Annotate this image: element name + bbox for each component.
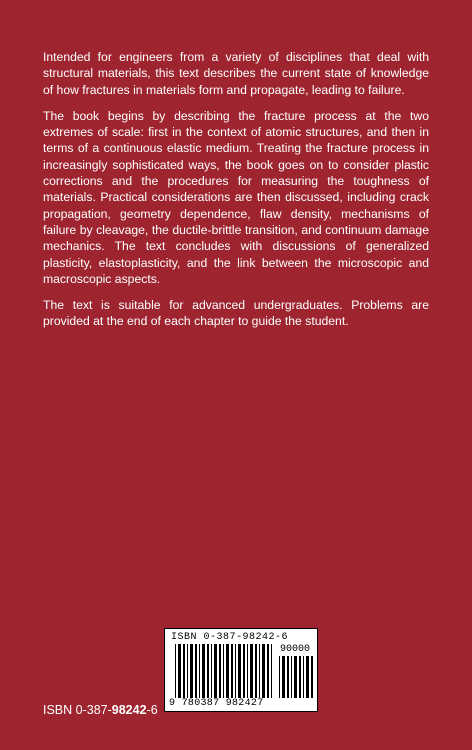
barcode-bar	[259, 644, 260, 698]
barcode-bar	[279, 656, 280, 698]
barcode-bar	[294, 656, 297, 698]
barcode-bar	[183, 644, 185, 698]
barcode-bar	[267, 644, 269, 698]
barcode-bar	[187, 644, 188, 698]
ean-barcode-bars	[175, 644, 275, 698]
barcode-bar	[195, 644, 197, 698]
isbn-footer	[43, 703, 158, 717]
barcode-bar	[235, 644, 236, 698]
barcode-bar	[243, 644, 245, 698]
barcode-bar	[282, 656, 285, 698]
isbn-suffix: -6	[146, 703, 158, 717]
barcode-bar	[306, 656, 309, 698]
barcode-bar	[214, 644, 217, 698]
barcode-bar	[262, 644, 265, 698]
barcode-bar	[250, 644, 253, 698]
blurb-paragraph-2: The book begins by describing the fracture process at the two extremes of scale: first in the context of atomic structures, and then in terms of a continuous elastic medium. Treating the fracture process in increasingly sophisticated ways, the book goes on to consider plastic corrections and the procedures for measuring the toughness of materials. Practical considerations are then discussed, including crack propagation, geometry dependence, flaw density, mechanisms of failure by cleavage, the ductile-brittle transition, and continuum damage mechanics. The text concludes with discussions of generalized plasticity, elastoplasticity, and the link between the microscopic and macroscopic aspects.	[43, 108, 429, 286]
blurb-paragraph-1: Intended for engineers from a variety of disciplines that deal with structural materials, this text describes the current state of knowledge of how fractures in materials form and propagate, leading to failure.	[43, 50, 429, 97]
barcode-bar	[219, 644, 221, 698]
barcode-price-code: 90000	[280, 644, 311, 655]
barcode-bar	[207, 644, 209, 698]
barcode-bar	[231, 644, 233, 698]
barcode-bar	[175, 644, 176, 698]
barcode-bar	[247, 644, 248, 698]
blurb-paragraph-3: The text is suitable for advanced undergraduates. Problems are provided at the end of each chapter to guide the student.	[43, 298, 429, 329]
barcode-ean-digits: 9 780387 982427	[169, 698, 264, 709]
barcode-bar	[303, 656, 304, 698]
barcode-bar	[238, 644, 241, 698]
barcode-bar	[211, 644, 212, 698]
description-blurb	[43, 49, 429, 340]
barcode-bar	[202, 644, 205, 698]
barcode-bar	[287, 656, 289, 698]
isbn-bold-part: 98242	[111, 703, 147, 717]
barcode-bar	[271, 644, 272, 698]
isbn-prefix: ISBN 0-387-	[43, 703, 112, 717]
barcode-bar	[223, 644, 224, 698]
barcode-bar	[190, 644, 193, 698]
addon-barcode-bars	[279, 656, 313, 698]
barcode-bar	[199, 644, 200, 698]
barcode-isbn-label: ISBN 0-387-98242-6	[171, 632, 289, 643]
barcode-bar	[178, 644, 181, 698]
barcode-bar	[311, 656, 313, 698]
barcode-bar	[226, 644, 229, 698]
barcode	[164, 628, 318, 712]
barcode-bar	[255, 644, 257, 698]
barcode-bar	[291, 656, 292, 698]
barcode-bar	[299, 656, 301, 698]
